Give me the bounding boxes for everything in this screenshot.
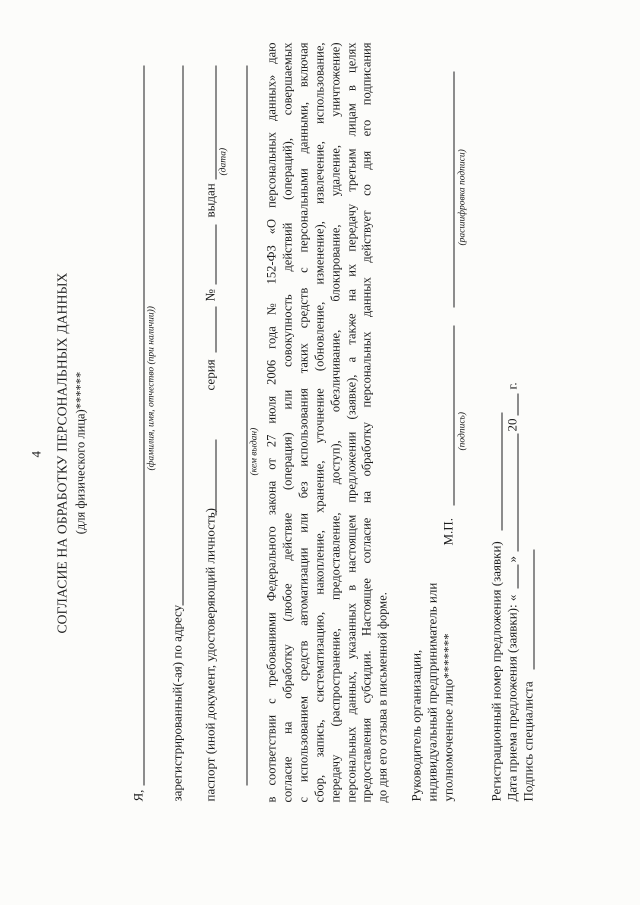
date-year-line [517, 393, 518, 415]
date-day-line [517, 564, 518, 588]
body-line: персональных данных, указанных в настоящем предложении (заявке), а также на их передачу третьим лицам в целях [343, 42, 358, 802]
date-caption: (дата) [218, 147, 228, 175]
address-label: зарегистрированный(-ая) по адресу [169, 604, 184, 801]
specialist-signature-label: Подпись специалиста [520, 680, 535, 801]
passport-doc-line [215, 439, 216, 515]
specialist-signature-line [533, 549, 534, 669]
document-title: СОГЛАСИЕ НА ОБРАБОТКУ ПЕРСОНАЛЬНЫХ ДАННЫХ [54, 271, 69, 634]
consent-body [264, 42, 391, 802]
passport-label: паспорт (иной документ, удостоверяющий личность) [202, 507, 217, 801]
issued-by-caption: (кем выдан) [249, 427, 259, 475]
fio-caption: (фамилия, имя, отчество (при наличии)) [146, 305, 156, 470]
issued-line [215, 65, 216, 179]
body-line: с использованием средств автоматизации или без использования таких средств с персональными данными, включая [295, 42, 310, 802]
body-line: согласие на обработку (любое действие (операция) или совокупность действий (операций), совершаемых [279, 42, 294, 802]
date-quote-close: » [504, 555, 519, 562]
stamp-mark: М.П. [440, 517, 455, 545]
issued-by-line [246, 65, 247, 785]
decoding-caption: (расшифровка подписи) [457, 148, 467, 245]
document-subtitle: (для физического лица)****** [73, 371, 87, 534]
reg-number-label: Регистрационный номер предложения (заявки) [488, 540, 503, 801]
reg-number-line [501, 412, 502, 530]
series-label: серия [202, 358, 217, 390]
decoding-line [453, 71, 454, 307]
date-year-prefix: 20 [504, 418, 519, 431]
body-line: сбор, запись, систематизацию, накопление, хранение, уточнение (обновление, изменение), извлечение, использование, [311, 42, 326, 802]
body-line: до дня его отзыва в письменной форме. [375, 591, 390, 802]
address-line [182, 65, 183, 605]
number-label: № [202, 288, 217, 301]
fio-line [143, 65, 144, 785]
signature-caption: (подпись) [457, 411, 467, 450]
signature-line [453, 325, 454, 505]
date-year-suffix: г. [504, 381, 519, 389]
series-line [215, 306, 216, 352]
issued-label: выдан [202, 182, 217, 217]
ya-label: Я, [130, 789, 145, 801]
signatory-line-2: индивидуальный предприниматель или [424, 582, 439, 801]
reception-date-label: Дата приема предложения (заявки): « [504, 594, 519, 801]
body-line: предоставления субсидии. Настоящее согласие на обработку персональных данных действует со дня его подписания [359, 42, 374, 802]
page-number: 4 [28, 450, 43, 457]
body-line: в соответствии с требованиями Федерального закона от 27 июля 2006 года № 152-ФЗ «О персональных данных» даю [264, 42, 278, 802]
signatory-line-1: Руководитель организации, [408, 649, 423, 801]
signatory-line-3: уполномоченное лицо******* [440, 632, 455, 801]
number-line [215, 224, 216, 284]
date-month-line [517, 433, 518, 551]
body-line: передачу (распространение, предоставление, доступ), обезличивание, блокирование, удаление, уничтожение) [327, 42, 342, 802]
